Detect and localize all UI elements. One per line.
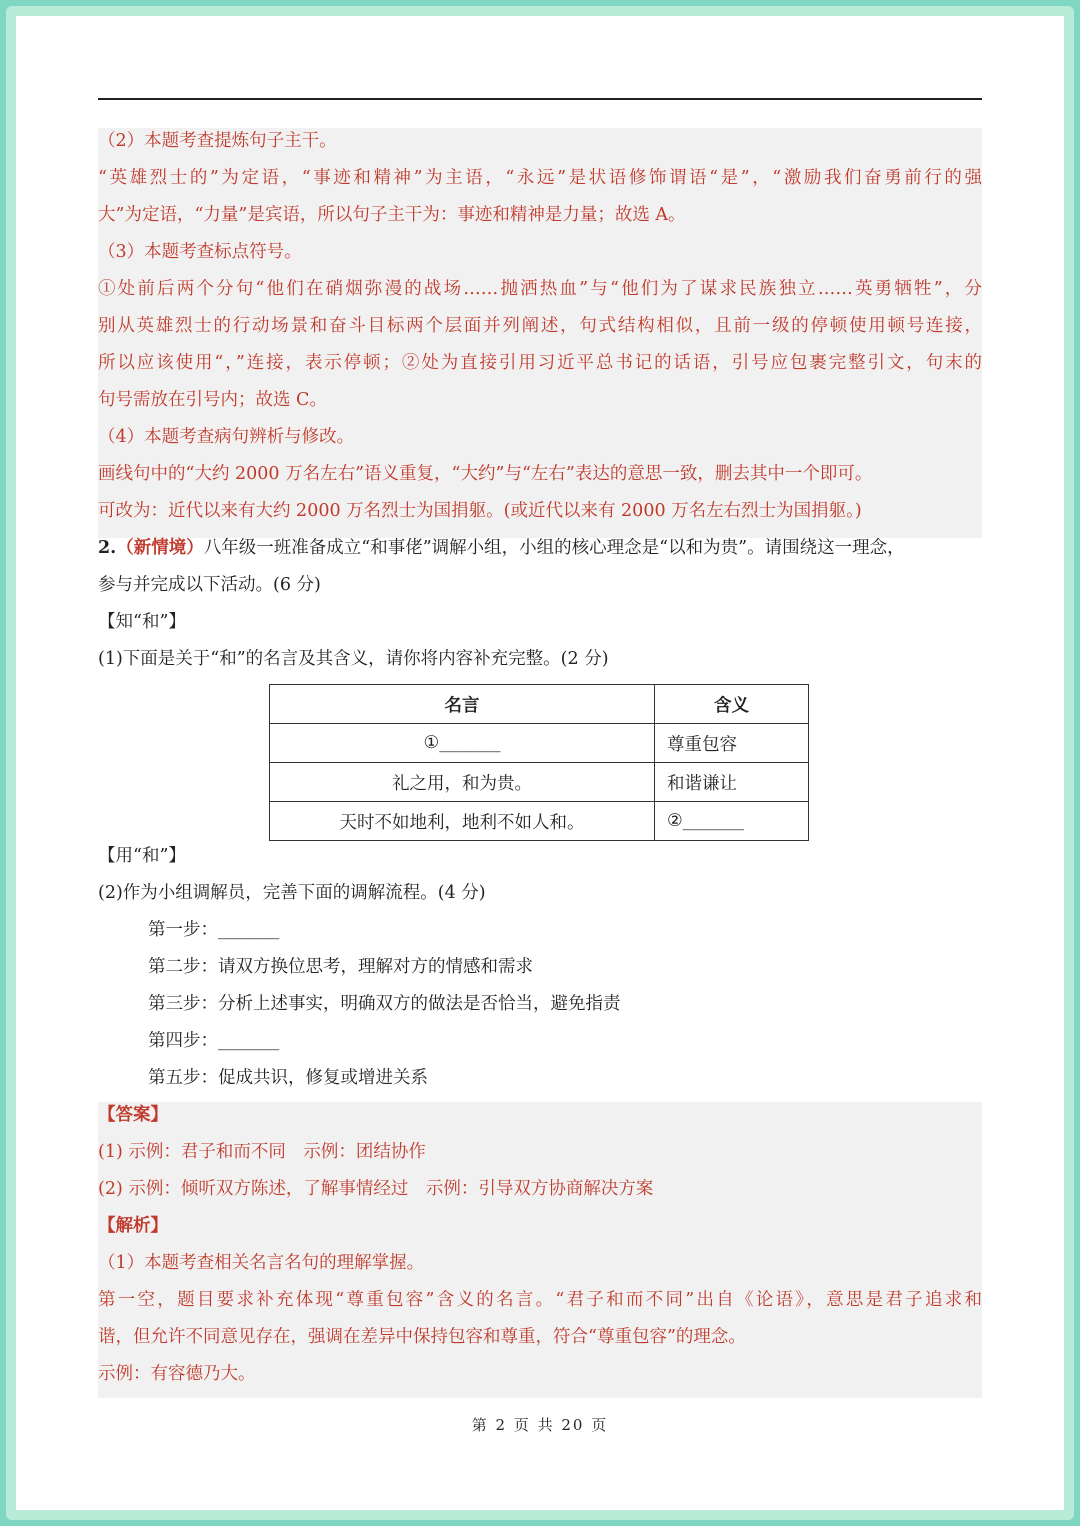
table-row [270,724,809,763]
table-header-row [270,685,809,724]
table-row [270,802,809,841]
analysis-line: 示例：有容德乃大。 [98,1364,256,1384]
table-cell: 天时不如地利，地利不如人和。 [270,802,655,841]
analysis-line: 句号需放在引号内；故选 C。 [98,390,327,410]
analysis-line: 可改为：近代以来有大约 2000 万名烈士为国捐躯。(或近代以来有 2000 万名左右烈士为国捐躯。) [98,501,862,521]
table-cell: ②_______ [655,802,809,841]
question-part: (2)作为小组调解员，完善下面的调解流程。(4 分) [98,883,486,903]
analysis-line: （3）本题考查标点符号。 [98,242,302,262]
answer-line: (2) 示例：倾听双方陈述，了解事情经过 示例：引导双方协商解决方案 [98,1179,654,1199]
question-stem-text: 八年级一班准备成立“和事佬”调解小组，小组的核心理念是“以和为贵”。请围绕这一理念， [203,538,905,558]
analysis-line: ①处前后两个分句“他们在硝烟弥漫的战场……抛洒热血”与“他们为了谋求民族独立……英勇牺牲”，分 [98,279,982,299]
analysis-heading: 【解析】 [98,1216,168,1236]
step-item: 第三步：分析上述事实，明确双方的做法是否恰当，避免指责 [148,994,621,1014]
analysis-line: 所以应该使用“，”连接，表示停顿；②处为直接引用习近平总书记的话语，引号应包裹完整引文，句末的 [98,353,982,373]
table-row [270,763,809,802]
question-part: (1)下面是关于“和”的名言及其含义，请你将内容补充完整。(2 分) [98,649,609,669]
section-heading: 【知“和”】 [98,612,186,632]
document-page [16,16,1064,1510]
table-cell: 尊重包容 [655,724,809,763]
analysis-line: （4）本题考查病句辨析与修改。 [98,427,355,447]
analysis-line: 大”为定语，“力量”是宾语，所以句子主干为：事迹和精神是力量；故选 A。 [98,205,686,225]
table-header: 名言 [270,685,655,724]
quote-table [269,684,809,841]
table-cell: 和谐谦让 [655,763,809,802]
step-item: 第二步：请双方换位思考，理解对方的情感和需求 [148,957,533,977]
page-number: 第 2 页 共 20 页 [471,1416,609,1434]
question-stem [98,530,982,567]
step-item: 第五步：促成共识，修复或增进关系 [148,1068,428,1088]
analysis-line: 第一空，题目要求补充体现“尊重包容”含义的名言。“君子和而不同”出自《论语》，意思是君子追求和 [98,1290,982,1310]
question-stem-cont: 参与并完成以下活动。(6 分) [98,575,321,595]
step-item: 第一步：_______ [148,920,280,940]
answer-line: (1) 示例：君子和而不同 示例：团结协作 [98,1142,426,1162]
section-heading: 【用“和”】 [98,846,186,866]
analysis-line: 别从英雄烈士的行动场景和奋斗目标两个层面并列阐述，句式结构相似，且前一级的停顿使用顿号连接， [98,316,982,336]
table-header: 含义 [655,685,809,724]
question-number: 2. [98,538,117,558]
step-item: 第四步：_______ [148,1031,280,1051]
question-tag: （新情境） [116,538,204,558]
table-cell: ①_______ [270,724,655,763]
analysis-line: 画线句中的“大约 2000 万名左右”语义重复，“大约”与“左右”表达的意思一致，删去其中一个即可。 [98,464,873,484]
analysis-line: （2）本题考查提炼句子主干。 [98,131,337,151]
header-rule [98,98,982,100]
analysis-line: 谐，但允许不同意见存在，强调在差异中保持包容和尊重，符合“尊重包容”的理念。 [98,1327,746,1347]
answer-heading: 【答案】 [98,1105,168,1125]
analysis-line: “英雄烈士的”为定语，“事迹和精神”为主语，“永远”是状语修饰谓语“是”，“激励我们奋勇前行的强 [98,168,982,188]
table-cell: 礼之用，和为贵。 [270,763,655,802]
analysis-line: （1）本题考查相关名言名句的理解掌握。 [98,1253,425,1273]
